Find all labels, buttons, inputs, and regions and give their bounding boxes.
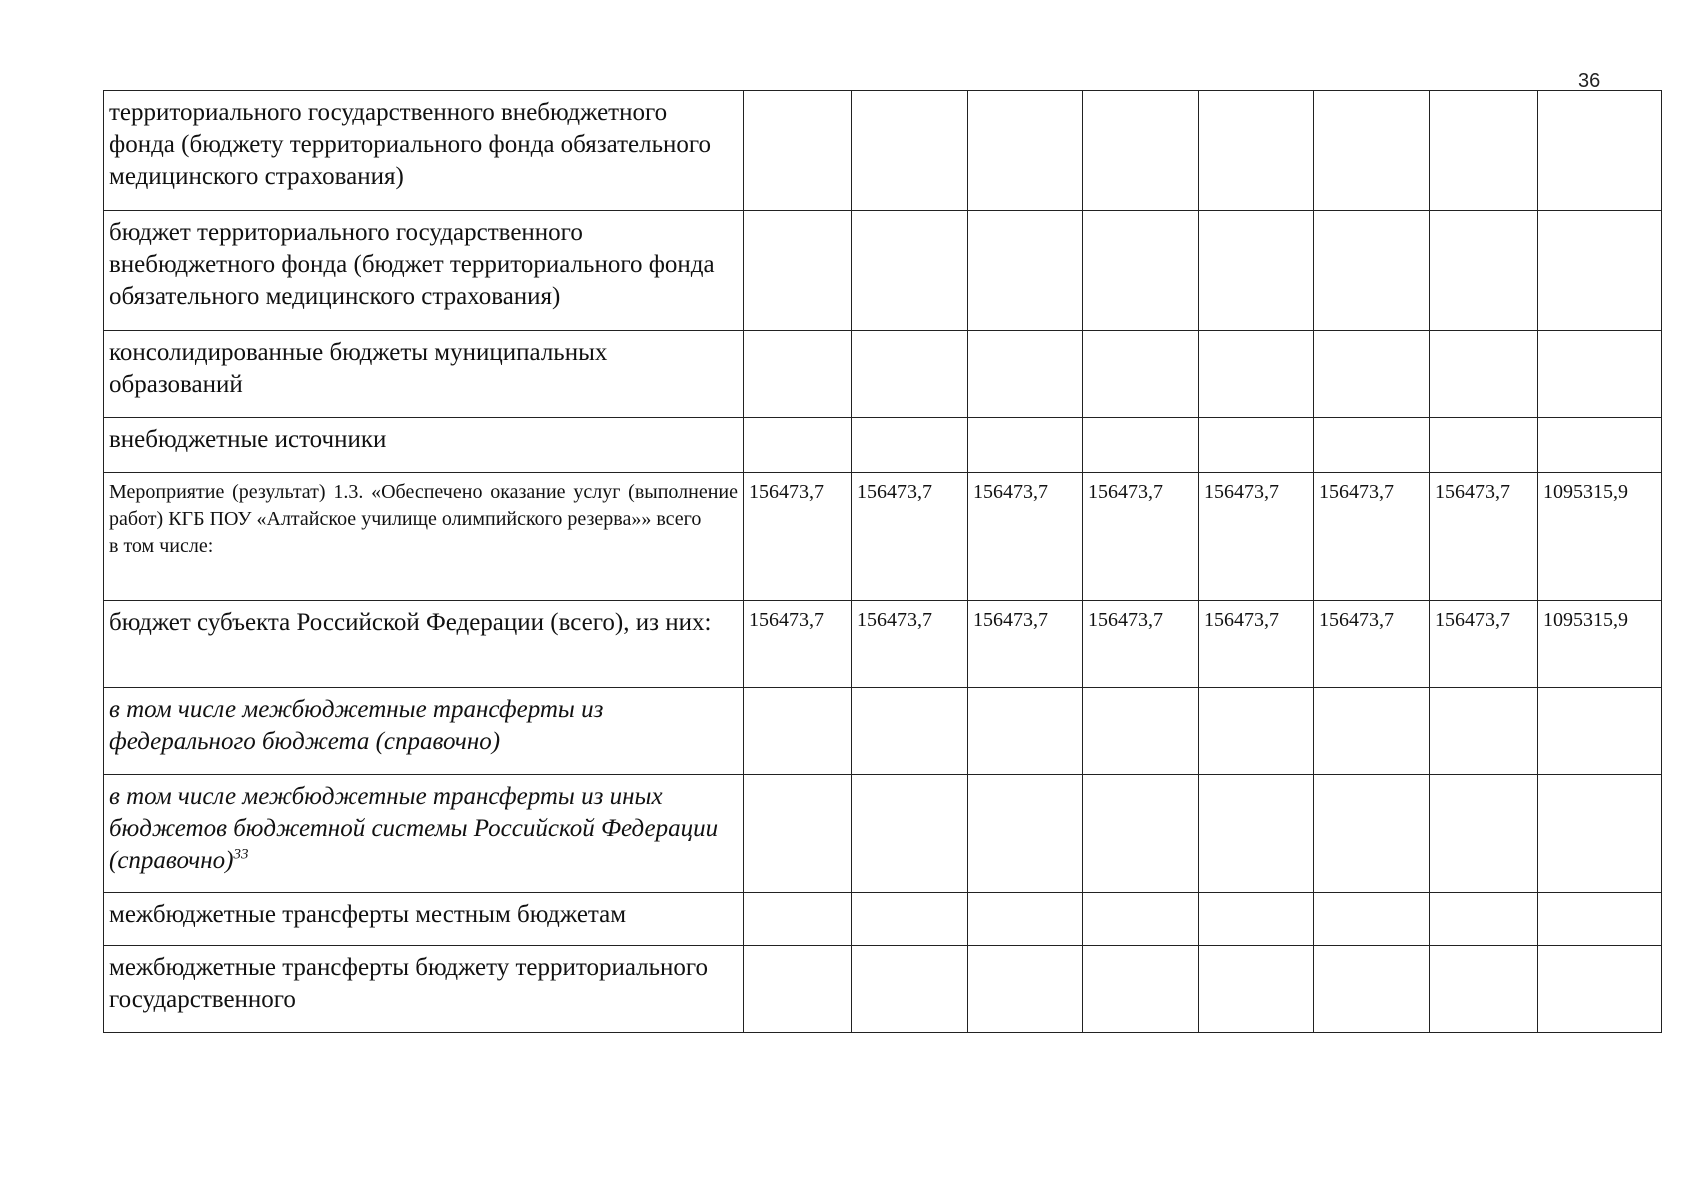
- value-cell: 156473,7: [1083, 601, 1199, 688]
- row-label: в том числе межбюджетные трансферты из федерального бюджета (справочно): [104, 688, 744, 775]
- value-cell: [1538, 331, 1662, 418]
- value-cell: [968, 775, 1083, 893]
- value-cell: [1199, 893, 1314, 946]
- table-row: [104, 211, 1662, 331]
- value-cell: [1314, 331, 1430, 418]
- value-cell: 156473,7: [1430, 473, 1538, 601]
- value-cell: [1199, 211, 1314, 331]
- value-cell: [1430, 331, 1538, 418]
- value-cell: [744, 893, 852, 946]
- value-cell: 156473,7: [1083, 473, 1199, 601]
- value-cell: [852, 211, 968, 331]
- value-cell: 156473,7: [968, 601, 1083, 688]
- row-label-text: в том числе межбюджетные трансферты из иных бюджетов бюджетной системы Российской Федерации (справочно): [109, 783, 719, 874]
- value-cell: [1083, 418, 1199, 473]
- value-cell: [1430, 775, 1538, 893]
- value-cell: [1430, 418, 1538, 473]
- table-row: [104, 946, 1662, 1033]
- value-cell: [852, 688, 968, 775]
- value-cell: [744, 418, 852, 473]
- value-cell: [1430, 91, 1538, 211]
- value-cell: [1083, 688, 1199, 775]
- value-cell: [744, 91, 852, 211]
- value-cell: [744, 946, 852, 1033]
- row-label: бюджет территориального государственного внебюджетного фонда (бюджет территориального фонда обязательного медицинского страхования): [104, 211, 744, 331]
- value-cell: [1314, 893, 1430, 946]
- table-row: [104, 473, 1662, 601]
- value-cell: [1083, 91, 1199, 211]
- value-cell: [968, 91, 1083, 211]
- row-label: бюджет субъекта Российской Федерации (всего), из них:: [104, 601, 744, 688]
- value-cell: [852, 946, 968, 1033]
- value-cell: [1430, 893, 1538, 946]
- table-row: [104, 418, 1662, 473]
- value-cell: [1199, 418, 1314, 473]
- value-cell: [744, 211, 852, 331]
- value-cell: [1538, 775, 1662, 893]
- row-label: [104, 775, 744, 893]
- value-cell: [1538, 91, 1662, 211]
- value-cell: 156473,7: [744, 601, 852, 688]
- table-row: [104, 893, 1662, 946]
- value-cell: [968, 893, 1083, 946]
- value-cell: [744, 775, 852, 893]
- value-cell: [968, 211, 1083, 331]
- value-cell: [1314, 946, 1430, 1033]
- value-cell: [968, 418, 1083, 473]
- value-cell: [1314, 418, 1430, 473]
- value-cell: [1083, 946, 1199, 1033]
- table-row: [104, 688, 1662, 775]
- table-row: [104, 775, 1662, 893]
- value-cell: [1314, 211, 1430, 331]
- value-cell: [1430, 211, 1538, 331]
- value-cell: 156473,7: [1430, 601, 1538, 688]
- value-cell: [1538, 211, 1662, 331]
- row-label: территориального государственного внебюджетного фонда (бюджету территориального фонда обязательного медицинского страхования): [104, 91, 744, 211]
- value-cell: [968, 688, 1083, 775]
- value-cell: [744, 688, 852, 775]
- value-cell: 156473,7: [1314, 601, 1430, 688]
- value-cell: [852, 775, 968, 893]
- value-cell: [1430, 688, 1538, 775]
- value-cell: [744, 331, 852, 418]
- value-cell: 156473,7: [1314, 473, 1430, 601]
- value-cell: 156473,7: [852, 601, 968, 688]
- footnote-marker: 33: [233, 846, 249, 863]
- value-cell: [852, 893, 968, 946]
- value-cell: [1314, 91, 1430, 211]
- value-cell: [1083, 893, 1199, 946]
- page-number: 36: [1578, 70, 1601, 92]
- value-cell: 156473,7: [1199, 473, 1314, 601]
- value-cell: [1199, 91, 1314, 211]
- value-cell: 156473,7: [852, 473, 968, 601]
- value-cell: [852, 91, 968, 211]
- row-label: межбюджетные трансферты местным бюджетам: [104, 893, 744, 946]
- value-cell: [1199, 775, 1314, 893]
- value-cell: [968, 331, 1083, 418]
- value-cell: [1083, 331, 1199, 418]
- table-body: [104, 91, 1662, 1033]
- value-cell: [1538, 418, 1662, 473]
- value-cell: [1199, 946, 1314, 1033]
- value-cell: [1199, 688, 1314, 775]
- value-cell: 156473,7: [968, 473, 1083, 601]
- row-label: межбюджетные трансферты бюджету территориального государственного: [104, 946, 744, 1033]
- value-cell: 1095315,9: [1538, 473, 1662, 601]
- value-cell: [1430, 946, 1538, 1033]
- value-cell: [852, 331, 968, 418]
- row-label: внебюджетные источники: [104, 418, 744, 473]
- table-row: [104, 331, 1662, 418]
- value-cell: 156473,7: [744, 473, 852, 601]
- row-label-subtext: в том числе:: [109, 535, 214, 557]
- value-cell: [1083, 775, 1199, 893]
- value-cell: [968, 946, 1083, 1033]
- value-cell: [1538, 688, 1662, 775]
- table-row: [104, 91, 1662, 211]
- budget-table: [103, 90, 1662, 1033]
- row-label: [104, 473, 744, 601]
- value-cell: [1083, 211, 1199, 331]
- value-cell: [852, 418, 968, 473]
- value-cell: [1314, 775, 1430, 893]
- value-cell: [1538, 893, 1662, 946]
- value-cell: 156473,7: [1199, 601, 1314, 688]
- row-label: консолидированные бюджеты муниципальных образований: [104, 331, 744, 418]
- row-label-text: Мероприятие (результат) 1.3. «Обеспечено оказание услуг (выполнение работ) КГБ ПОУ «Алтайское училище олимпийского резерва»» всего: [109, 481, 738, 530]
- value-cell: 1095315,9: [1538, 601, 1662, 688]
- table-row: [104, 601, 1662, 688]
- value-cell: [1538, 946, 1662, 1033]
- value-cell: [1199, 331, 1314, 418]
- value-cell: [1314, 688, 1430, 775]
